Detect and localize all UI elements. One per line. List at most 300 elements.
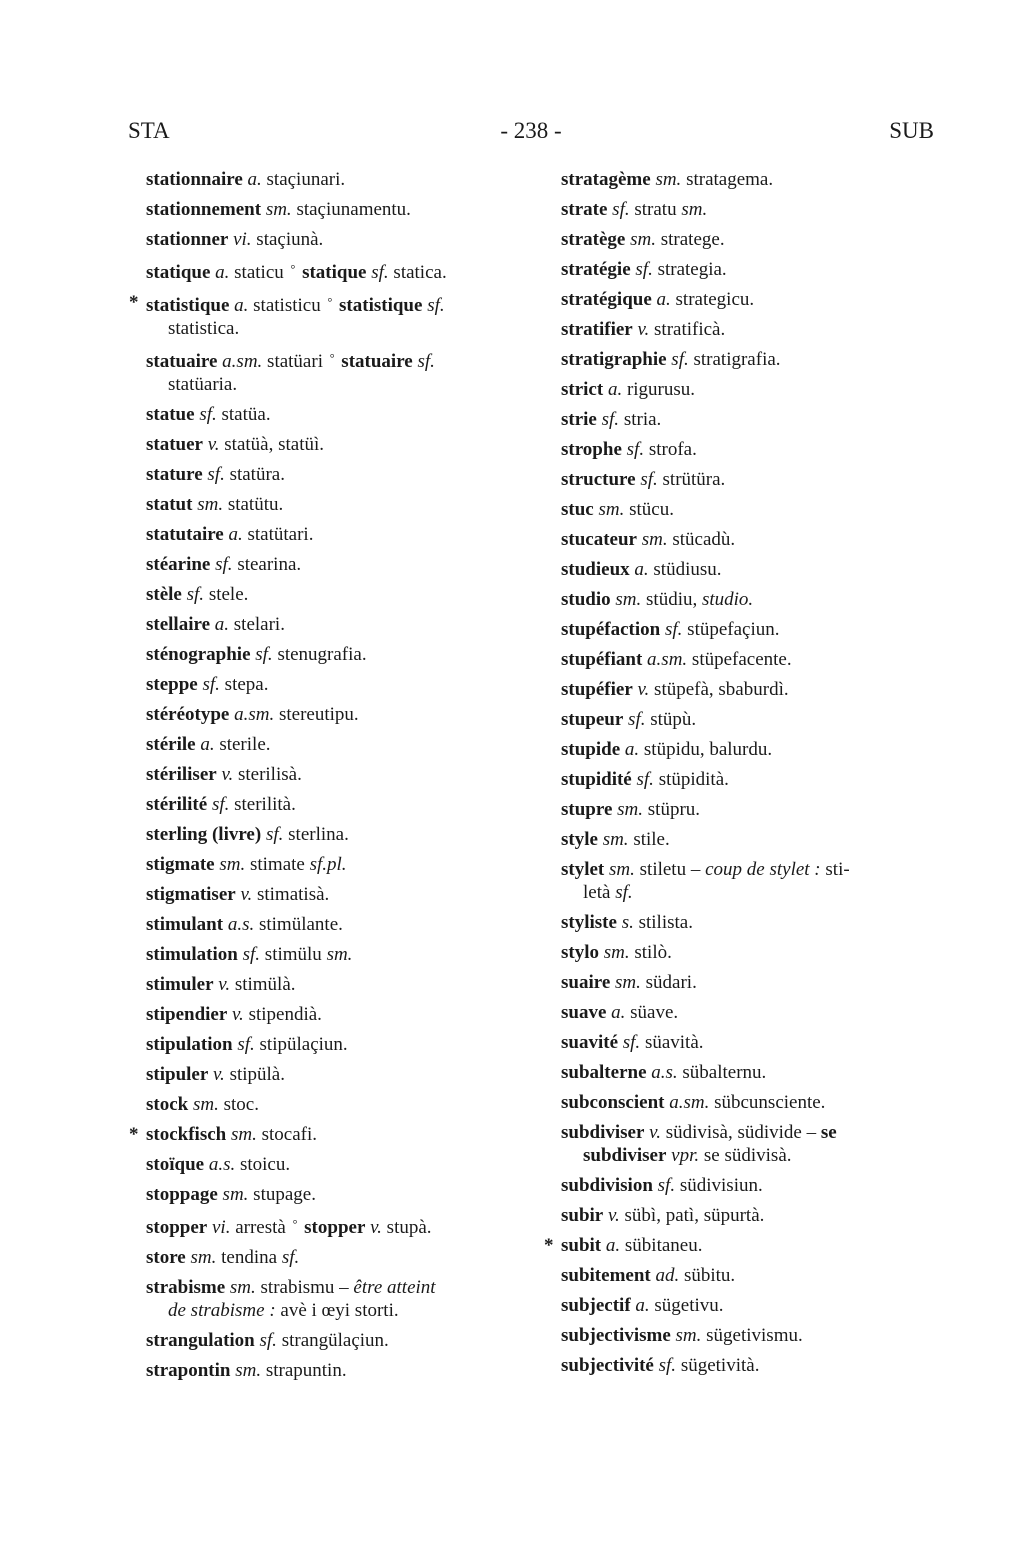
dictionary-entry: [561, 288, 933, 311]
grammar-label: sm.: [598, 499, 625, 520]
dictionary-entry: [146, 553, 528, 576]
grammar-label: sm.: [630, 229, 656, 250]
grammar-label: sf.: [371, 262, 389, 283]
grammar-label: sf.: [601, 409, 620, 430]
dictionary-entry: [561, 258, 933, 281]
translation: strabismu –: [260, 1277, 349, 1298]
headword: strapontin: [146, 1360, 231, 1381]
grammar-label: sf.: [671, 349, 689, 370]
dictionary-entry: [146, 347, 528, 396]
grammar-label: a.: [228, 524, 243, 545]
translation: statüra.: [229, 464, 285, 485]
dictionary-entry: [561, 558, 933, 581]
headword: stratifier: [561, 319, 633, 340]
grammar-label: sf.: [281, 1247, 300, 1268]
headword: statistique: [146, 295, 230, 316]
headword: subjectif: [561, 1295, 631, 1316]
translation: stoicu.: [239, 1154, 291, 1175]
dictionary-entry: [561, 348, 933, 371]
entry-continuation: [146, 373, 528, 396]
translation: stimatisà.: [256, 884, 330, 905]
grammar-label: v.: [213, 1064, 225, 1085]
header-right-guideword: SUB: [889, 118, 934, 143]
headword: stylet: [561, 859, 605, 880]
grammar-label: sm.: [681, 199, 708, 220]
headword: subir: [561, 1205, 604, 1226]
translation: strofa.: [648, 439, 697, 460]
dictionary-entry: [561, 618, 933, 641]
dictionary-entry: [146, 1153, 528, 1176]
translation: sterilisà.: [237, 764, 302, 785]
grammar-label: sf.: [255, 644, 273, 665]
headword: stationner: [146, 229, 229, 250]
translation: stüpefacente.: [691, 649, 792, 670]
grammar-label: sm.: [230, 1124, 257, 1145]
headword: statistique: [339, 295, 423, 316]
grammar-label: v.: [370, 1217, 382, 1238]
grammar-label: sf.: [615, 882, 633, 903]
dictionary-entry: [146, 793, 528, 816]
translation: stepa.: [224, 674, 269, 695]
grammar-label: sf.: [626, 439, 645, 460]
headword: stupre: [561, 799, 613, 820]
translation: sübitu.: [683, 1265, 736, 1286]
grammar-label: sm.: [326, 944, 353, 965]
grammar-label: v.: [221, 764, 234, 785]
translation: stereutipu.: [278, 704, 359, 725]
translation: sübì, patì, süpurtà.: [624, 1205, 765, 1226]
headword: stupéfiant: [561, 649, 643, 670]
grammar-label: a.: [605, 1235, 621, 1256]
headword: stationnement: [146, 199, 262, 220]
translation: stimülante.: [258, 914, 343, 935]
dictionary-entry: [544, 1234, 933, 1257]
headword: statue: [146, 404, 195, 425]
dictionary-entry: [561, 828, 933, 851]
dictionary-entry: [146, 943, 528, 966]
headword: statut: [146, 494, 193, 515]
headword: stopper: [304, 1217, 366, 1238]
grammar-label: sm.: [641, 529, 668, 550]
translation: stratificà.: [654, 319, 726, 340]
grammar-label: sm.: [617, 799, 644, 820]
translation: stücu.: [629, 499, 674, 520]
dictionary-entry: [561, 798, 933, 821]
headword: stoïque: [146, 1154, 205, 1175]
headword: stéréotype: [146, 704, 230, 725]
dictionary-entry: [561, 941, 933, 964]
headword: subitement: [561, 1265, 651, 1286]
dictionary-entry: [146, 883, 528, 906]
grammar-label: a.: [634, 559, 649, 580]
dictionary-entry: [561, 1354, 933, 1377]
translation: tendina: [221, 1247, 278, 1268]
translation: sügetivismu.: [706, 1325, 803, 1346]
dictionary-entry: [146, 583, 528, 606]
headword: stipulation: [146, 1034, 233, 1055]
dictionary-entry: [561, 708, 933, 731]
headword: stuc: [561, 499, 594, 520]
grammar-label: sf.: [237, 1034, 255, 1055]
translation: stipendià.: [248, 1004, 322, 1025]
translation: stratege.: [660, 229, 725, 250]
grammar-label: sf.: [657, 1175, 676, 1196]
dictionary-entry: [561, 1294, 933, 1317]
headword: stupéfier: [561, 679, 633, 700]
translation: stüpefà, sbaburdì.: [654, 679, 789, 700]
headword: studio: [561, 589, 611, 610]
dictionary-entry: [146, 913, 528, 936]
translation: stile.: [633, 829, 670, 850]
headword: stérile: [146, 734, 196, 755]
dictionary-entry: [561, 1091, 933, 1114]
grammar-label: sf.: [265, 824, 284, 845]
headword: stériliser: [146, 764, 217, 785]
translation: sügetività.: [680, 1355, 760, 1376]
headword: statique: [302, 262, 367, 283]
headword: stoppage: [146, 1184, 218, 1205]
translation: sterlina.: [288, 824, 349, 845]
translation: sügetivu.: [654, 1295, 724, 1316]
translation: stele.: [208, 584, 249, 605]
grammar-label: sf.: [207, 464, 225, 485]
headword: strie: [561, 409, 597, 430]
headword: stigmate: [146, 854, 215, 875]
headword: stockfisch: [146, 1124, 227, 1145]
grammar-label: a.: [215, 262, 230, 283]
translation: staticu: [234, 262, 284, 283]
entry-continuation: [561, 1144, 933, 1167]
dictionary-entry: [561, 318, 933, 341]
translation: strategicu.: [675, 289, 755, 310]
translation: staçiunà.: [256, 229, 324, 250]
dictionary-entry: [146, 823, 528, 846]
grammar-label: vpr.: [671, 1145, 700, 1166]
grammar-label: a.: [611, 1002, 626, 1023]
dictionary-entry: [146, 733, 528, 756]
grammar-label: sf.: [417, 351, 435, 372]
grammar-label: a.sm.: [234, 704, 275, 725]
grammar-label: v.: [232, 1004, 244, 1025]
translation: südari.: [645, 972, 697, 993]
grammar-label: sf.: [658, 1355, 677, 1376]
dictionary-entry: [561, 498, 933, 521]
translation: statisticu: [253, 295, 321, 316]
header-left-guideword: STA: [128, 118, 170, 143]
translation: süave.: [630, 1002, 679, 1023]
grammar-label: sm.: [265, 199, 292, 220]
translation-italic: studio.: [701, 589, 754, 610]
headword: stimulation: [146, 944, 238, 965]
translation: statüari: [267, 351, 323, 372]
grammar-label: a.: [656, 289, 671, 310]
phrase: coup de stylet :: [705, 859, 821, 880]
headword: subconscient: [561, 1092, 665, 1113]
page-number: - 238 -: [500, 118, 562, 143]
grammar-label: sf.: [664, 619, 683, 640]
dictionary-entry: [146, 853, 528, 876]
grammar-label: sf.: [622, 1032, 641, 1053]
translation: stüpidità.: [658, 769, 729, 790]
grammar-label: a.sm.: [222, 351, 263, 372]
grammar-label: sf.: [427, 295, 445, 316]
dictionary-entry: [146, 493, 528, 516]
grammar-label: a.: [214, 614, 230, 635]
right-column: [544, 168, 933, 1377]
separator-mark: °: [290, 262, 296, 276]
headword: subdiviser: [561, 1122, 645, 1143]
dictionary-entry: [561, 438, 933, 461]
grammar-label: sf.: [640, 469, 658, 490]
headword: subit: [561, 1235, 602, 1256]
grammar-label: sm.: [675, 1325, 702, 1346]
left-column: [129, 168, 528, 1382]
headword: suave: [561, 1002, 607, 1023]
headword: subjectivisme: [561, 1325, 671, 1346]
headword: stèle: [146, 584, 182, 605]
dictionary-entry: [146, 1003, 528, 1026]
dictionary-entry: [146, 258, 528, 284]
page-header: [128, 118, 934, 150]
headword: stimuler: [146, 974, 214, 995]
grammar-label: sf.: [612, 199, 630, 220]
grammar-label: sm.: [197, 494, 224, 515]
dictionary-entry: [146, 198, 528, 221]
translation: stenugrafia.: [277, 644, 367, 665]
dictionary-entry: [146, 1213, 528, 1239]
headword: stupide: [561, 739, 621, 760]
headword: stigmatiser: [146, 884, 236, 905]
dictionary-entry: [561, 1121, 933, 1167]
dictionary-entry: [561, 1174, 933, 1197]
headword: statutaire: [146, 524, 224, 545]
headword: strict: [561, 379, 604, 400]
dictionary-entry: [561, 228, 933, 251]
translation: stimülà.: [234, 974, 296, 995]
dictionary-entry: [561, 1061, 933, 1084]
grammar-label: sf.: [635, 259, 653, 280]
headword: stratégie: [561, 259, 631, 280]
headword: statuaire: [146, 351, 218, 372]
grammar-label: sm.: [190, 1247, 217, 1268]
headword: subalterne: [561, 1062, 647, 1083]
headword: style: [561, 829, 598, 850]
grammar-label: vi.: [233, 229, 252, 250]
translation: stipülà.: [229, 1064, 285, 1085]
dictionary-entry: [561, 588, 933, 611]
entry-continuation: [561, 881, 933, 904]
dictionary-entry: [561, 648, 933, 671]
headword: stratagème: [561, 169, 651, 190]
headword: stopper: [146, 1217, 208, 1238]
dictionary-entry: [561, 168, 933, 191]
translation: stratigrafia.: [693, 349, 781, 370]
translation: statütu.: [227, 494, 284, 515]
translation: stüpru.: [647, 799, 701, 820]
dictionary-entry: [146, 523, 528, 546]
translation: sterilità.: [234, 794, 296, 815]
dictionary-entry: [561, 528, 933, 551]
translation: stilista.: [638, 912, 693, 933]
dictionary-entry: [146, 763, 528, 786]
dictionary-entry: [129, 291, 528, 340]
translation: se südivisà.: [703, 1145, 792, 1166]
grammar-label: vi.: [211, 1217, 231, 1238]
grammar-label: a.s.: [651, 1062, 678, 1083]
grammar-label: sf.pl.: [309, 854, 347, 875]
headword: se: [820, 1122, 837, 1143]
grammar-label: v.: [218, 974, 231, 995]
dictionary-entry: [146, 168, 528, 191]
dictionary-entry: [561, 738, 933, 761]
grammar-label: sm.: [602, 829, 629, 850]
headword: sterling (livre): [146, 824, 262, 845]
separator-mark: °: [292, 1217, 298, 1231]
grammar-label: v.: [240, 884, 253, 905]
headword: stupidité: [561, 769, 632, 790]
dictionary-entry: [146, 1276, 528, 1322]
translation: strapuntin.: [265, 1360, 347, 1381]
translation: stelari.: [233, 614, 285, 635]
translation: stüpù.: [650, 709, 697, 730]
translation: stüdiu,: [646, 589, 698, 610]
grammar-label: v.: [649, 1122, 661, 1143]
translation: süavità.: [644, 1032, 704, 1053]
translation: stüpefaçiun.: [687, 619, 780, 640]
grammar-label: a.s.: [227, 914, 255, 935]
grammar-label: sm.: [609, 859, 635, 880]
grammar-label: sm.: [229, 1277, 256, 1298]
dictionary-entry: [561, 678, 933, 701]
grammar-label: sm.: [615, 972, 641, 993]
grammar-label: sf.: [202, 674, 220, 695]
headword: store: [146, 1247, 186, 1268]
grammar-label: sm.: [655, 169, 682, 190]
translation: stilò.: [634, 942, 672, 963]
translation: staçiunari.: [266, 169, 346, 190]
grammar-label: sm.: [192, 1094, 219, 1115]
headword: strophe: [561, 439, 622, 460]
headword: strangulation: [146, 1330, 255, 1351]
translation: stoc.: [223, 1094, 259, 1115]
headword: stérilité: [146, 794, 208, 815]
grammar-label: sm.: [219, 854, 246, 875]
dictionary-entry: [129, 1123, 528, 1146]
dictionary-entry: [146, 973, 528, 996]
grammar-label: a.: [247, 169, 262, 190]
dictionary-entry: [561, 378, 933, 401]
separator-mark: °: [329, 351, 335, 365]
translation: sübcunsciente.: [714, 1092, 826, 1113]
translation: stipülaçiun.: [259, 1034, 348, 1055]
headword: stationnaire: [146, 169, 243, 190]
grammar-label: sf.: [628, 709, 646, 730]
headword: stock: [146, 1094, 189, 1115]
headword: stupeur: [561, 709, 624, 730]
dictionary-entry: [561, 1264, 933, 1287]
grammar-label: sf.: [242, 944, 261, 965]
headword: stipendier: [146, 1004, 228, 1025]
translation: statüà, statüì.: [224, 434, 324, 455]
headword: subdivision: [561, 1175, 653, 1196]
translation: avè i œyi storti.: [280, 1300, 399, 1321]
headword: strate: [561, 199, 608, 220]
headword: stature: [146, 464, 203, 485]
grammar-label: sm.: [603, 942, 630, 963]
headword: stylo: [561, 942, 599, 963]
grammar-label: sf.: [211, 794, 230, 815]
dictionary-entry: [146, 1093, 528, 1116]
dictionary-entry: [561, 858, 933, 904]
dictionary-entry: [146, 228, 528, 251]
translation: stiletu –: [639, 859, 701, 880]
translation: strütüra.: [662, 469, 726, 490]
translation: sübalternu.: [682, 1062, 767, 1083]
headword: stupéfaction: [561, 619, 661, 640]
translation: statüa.: [221, 404, 271, 425]
dictionary-entry: [561, 911, 933, 934]
dictionary-entry: [146, 1033, 528, 1056]
headword: subdiviser: [583, 1145, 667, 1166]
grammar-label: s.: [621, 912, 634, 933]
headword: suavité: [561, 1032, 618, 1053]
headword: statique: [146, 262, 211, 283]
dictionary-entry: [561, 408, 933, 431]
translation: statütari.: [247, 524, 314, 545]
grammar-label: sf.: [215, 554, 233, 575]
translation: stearina.: [237, 554, 302, 575]
headword: structure: [561, 469, 636, 490]
translation: statüaria.: [168, 374, 238, 395]
dictionary-entry: [146, 643, 528, 666]
headword: strabisme: [146, 1277, 226, 1298]
dictionary-entry: [146, 613, 528, 636]
new-entry-marker: *: [544, 1235, 554, 1256]
dictionary-entry: [561, 198, 933, 221]
dictionary-entry: [146, 673, 528, 696]
dictionary-entry: [561, 1324, 933, 1347]
translation: stupage.: [253, 1184, 316, 1205]
grammar-label: a.s.: [208, 1154, 236, 1175]
translation: sti-: [825, 859, 850, 880]
translation: sübitaneu.: [624, 1235, 703, 1256]
translation: stratagema.: [686, 169, 774, 190]
grammar-label: a.: [624, 739, 640, 760]
new-entry-marker: *: [129, 292, 139, 313]
dictionary-entry: [146, 1063, 528, 1086]
grammar-label: ad.: [655, 1265, 680, 1286]
new-entry-marker: *: [129, 1124, 139, 1145]
grammar-label: v.: [207, 434, 220, 455]
translation: arrestà: [235, 1217, 286, 1238]
grammar-label: v.: [637, 319, 650, 340]
translation: stimate: [249, 854, 305, 875]
dictionary-entry: [146, 1329, 528, 1352]
translation: stücadù.: [672, 529, 736, 550]
dictionary-entry: [561, 1031, 933, 1054]
dictionary-entry: [146, 1359, 528, 1382]
grammar-label: sm.: [222, 1184, 249, 1205]
translation: stupà.: [386, 1217, 432, 1238]
translation: stüpidu, balurdu.: [643, 739, 773, 760]
translation: sterile.: [219, 734, 271, 755]
grammar-label: v.: [608, 1205, 620, 1226]
dictionary-entry: [561, 971, 933, 994]
headword: steppe: [146, 674, 198, 695]
grammar-label: a.sm.: [647, 649, 688, 670]
grammar-label: sf.: [259, 1330, 277, 1351]
translation: stimülu: [264, 944, 322, 965]
